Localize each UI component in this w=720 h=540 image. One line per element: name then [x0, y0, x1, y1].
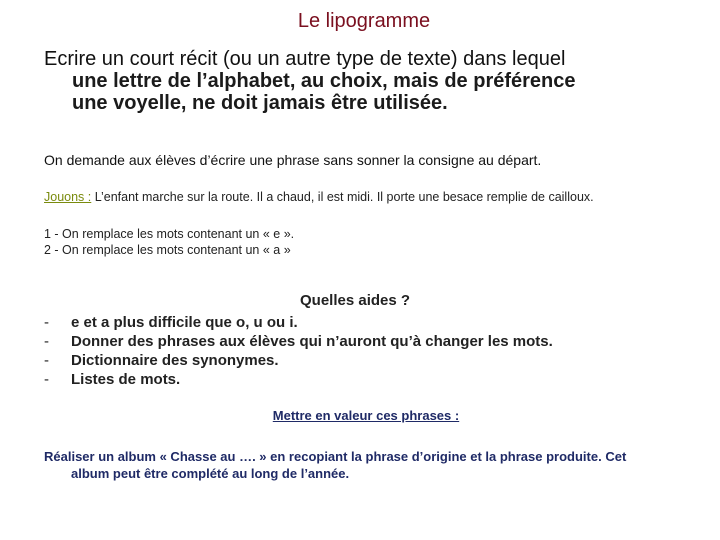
bullet-dash: -	[44, 371, 49, 388]
aides-list	[44, 313, 553, 389]
intro-line-2: une lettre de l’alphabet, au choix, mais de préférence	[72, 70, 576, 92]
page-title: Le lipogramme	[297, 10, 431, 32]
intro-line-1: Ecrire un court récit (ou un autre type de texte) dans lequel	[44, 48, 566, 70]
example-text: L’enfant marche sur la route. Il a chaud, il est midi. Il porte une besace remplie de cailloux.	[91, 190, 594, 204]
list-item	[44, 332, 553, 351]
list-item	[44, 313, 553, 332]
aides-heading: Quelles aides ?	[300, 292, 411, 309]
rules-list	[44, 226, 294, 258]
rule-item: 2 - On remplace les mots contenant un « a »	[44, 243, 291, 257]
bullet-dash: -	[44, 333, 49, 350]
list-item-text: e et a plus difficile que o, u ou i.	[71, 314, 298, 331]
bullet-dash: -	[44, 352, 49, 369]
album-paragraph	[44, 448, 684, 482]
list-item	[44, 351, 553, 370]
album-line-1: Réaliser un album « Chasse au …. » en recopiant la phrase d’origine et la phrase produite. Cet	[44, 449, 627, 464]
bullet-dash: -	[44, 314, 49, 331]
list-item-text: Listes de mots.	[71, 371, 181, 388]
list-item-text: Dictionnaire des synonymes.	[71, 352, 279, 369]
rule-item: 1 - On remplace les mots contenant un « e ».	[44, 227, 295, 241]
intro-paragraph	[44, 48, 704, 114]
example-paragraph	[44, 190, 594, 204]
list-item	[44, 370, 553, 389]
list-item-text: Donner des phrases aux élèves qui n’auront qu’à changer les mots.	[71, 333, 553, 350]
album-line-2: album peut être complété au long de l’année.	[71, 466, 350, 481]
example-label: Jouons :	[44, 190, 92, 204]
section-heading: Mettre en valeur ces phrases :	[272, 408, 460, 423]
intro-line-3: une voyelle, ne doit jamais être utilisée.	[72, 92, 448, 114]
instruction-text: On demande aux élèves d’écrire une phrase sans sonner la consigne au départ.	[44, 152, 542, 168]
